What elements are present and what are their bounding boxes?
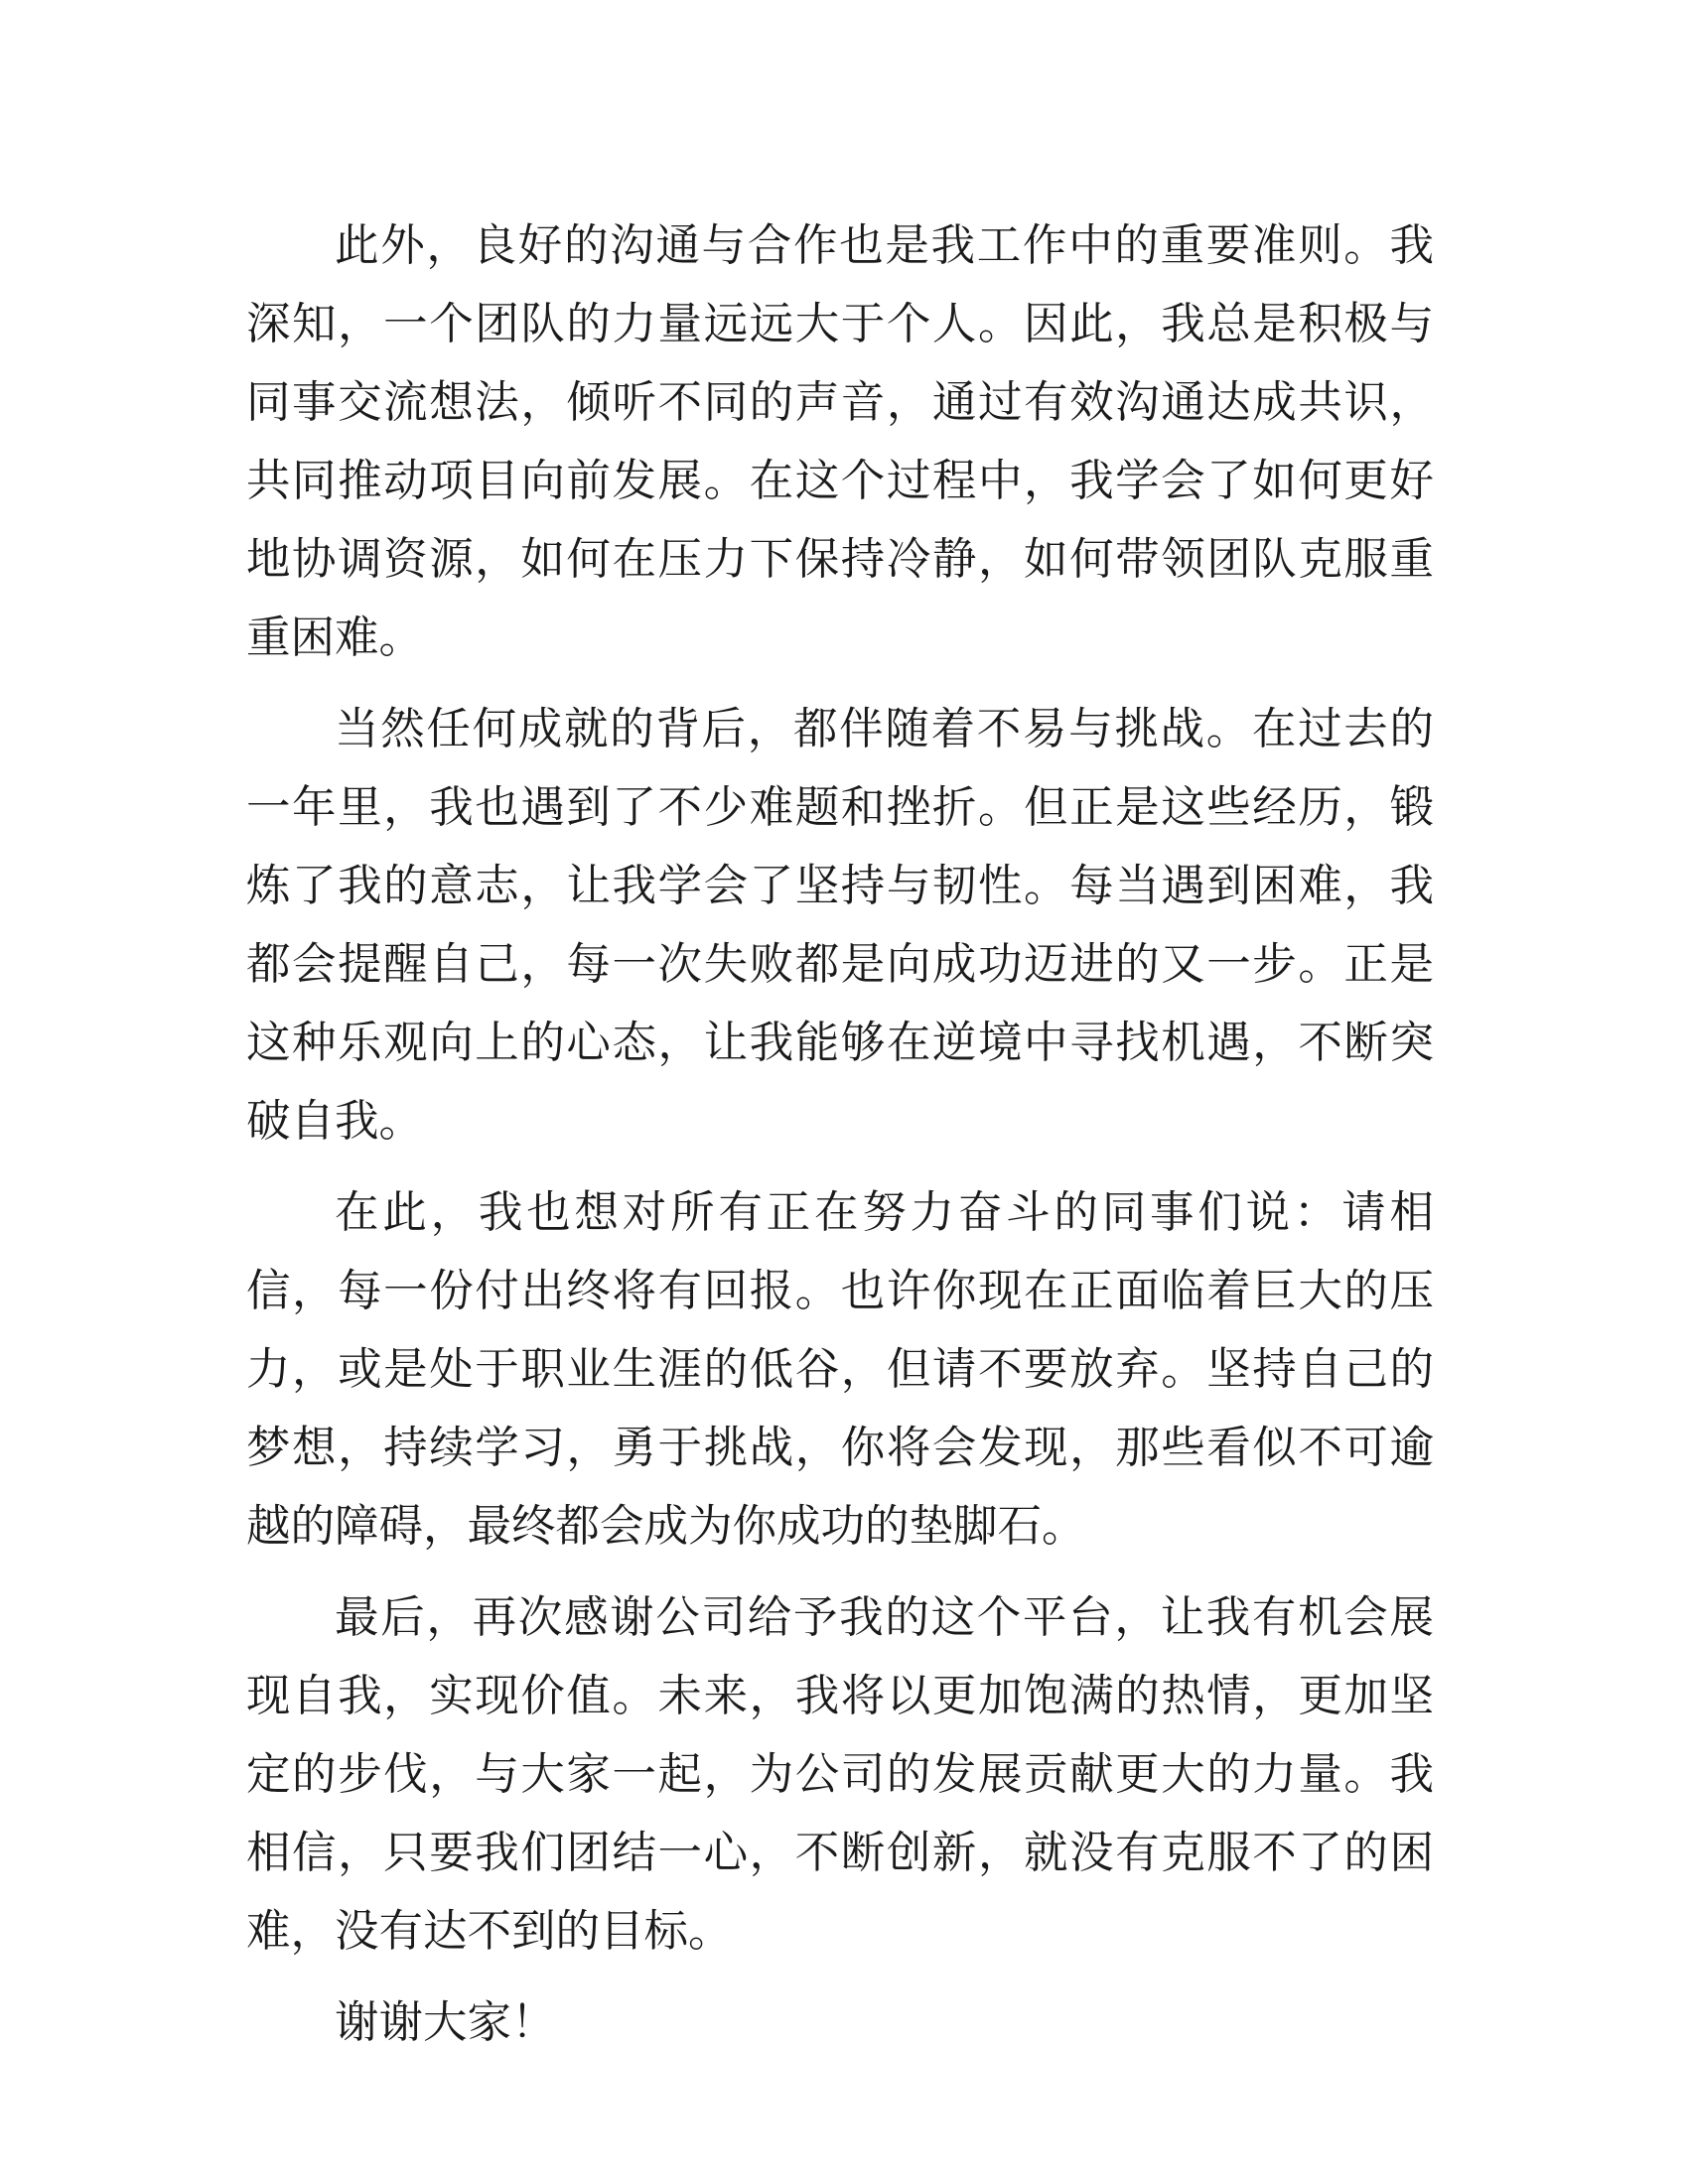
paragraph-thanks: 谢谢大家！	[335, 1997, 556, 2048]
paragraph-challenges: 当然任何成就的背后，都伴随着不易与挑战。在过去的一年里，我也遇到了不少难题和挫折。但正是这些经历，锻炼了我的意志，让我学会了坚持与韧性。每当遇到困难，我都会提醒自己，每一次失败都是向成功迈进的又一步。正是这种乐观向上的心态，让我能够在逆境中寻找机遇，不断突破自我。	[246, 704, 1434, 1147]
paragraph-encouragement: 在此，我也想对所有正在努力奋斗的同事们说：请相信，每一份付出终将有回报。也许你现在正面临着巨大的压力，或是处于职业生涯的低谷，但请不要放弃。坚持自己的梦想，持续学习，勇于挑战，你将会发现，那些看似不可逾越的障碍，最终都会成为你成功的垫脚石。	[246, 1187, 1434, 1552]
paragraph-closing: 最后，再次感谢公司给予我的这个平台，让我有机会展现自我，实现价值。未来，我将以更加饱满的热情，更加坚定的步伐，与大家一起，为公司的发展贡献更大的力量。我相信，只要我们团结一心，不断创新，就没有克服不了的困难，没有达不到的目标。	[246, 1592, 1434, 1957]
speech-body	[246, 206, 1434, 2075]
paragraph-communication: 此外，良好的沟通与合作也是我工作中的重要准则。我深知，一个团队的力量远远大于个人。因此，我总是积极与同事交流想法，倾听不同的声音，通过有效沟通达成共识，共同推动项目向前发展。在这个过程中，我学会了如何更好地协调资源，如何在压力下保持冷静，如何带领团队克服重重困难。	[246, 220, 1434, 663]
